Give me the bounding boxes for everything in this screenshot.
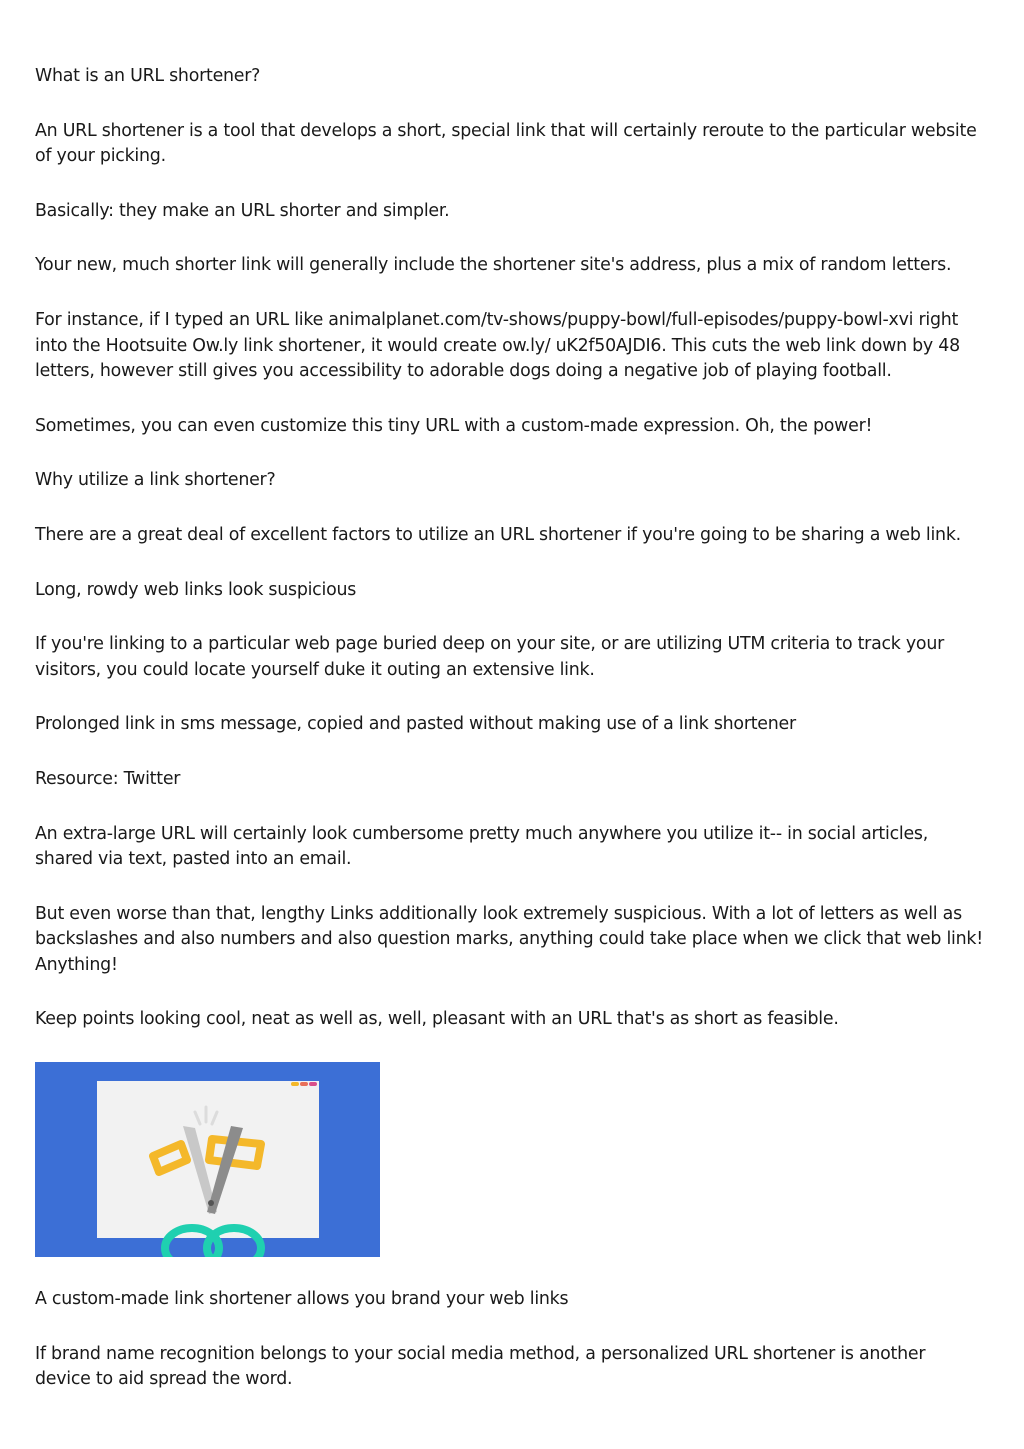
paragraph-cumbersome: An extra-large URL will certainly look cumbersome pretty much anywhere you utilize it-- in social articles, shared via text, pasted into an email. bbox=[35, 823, 929, 870]
article-body bbox=[35, 64, 985, 1422]
paragraph-even-worse: But even worse than that, lengthy Links additionally look extremely suspicious. With a lot of letters as well as backslashes and also numbers and also question marks, anything could take place when we click that web link! Anything! bbox=[35, 903, 983, 975]
window-dot-orange bbox=[300, 1082, 308, 1086]
paragraph-basically: Basically: they make an URL shorter and simpler. bbox=[35, 200, 450, 221]
paragraph-suspicious-heading: Long, rowdy web links look suspicious bbox=[35, 579, 357, 600]
paragraph-keep-points: Keep points looking cool, neat as well as, well, pleasant with an URL that's as short as feasible. bbox=[35, 1009, 839, 1030]
scissors-pivot bbox=[208, 1200, 214, 1206]
paragraph-example: For instance, if I typed an URL like animalplanet.com/tv-shows/puppy-bowl/full-episodes/puppy-bowl-xvi right into the Hootsuite Ow.ly link shortener, it would create ow.ly/ uK2f50AJDI6. This cuts the web link down by 48 letters, however still gives you accessibility to adorable dogs doing a negative job of playing football. bbox=[35, 309, 960, 382]
paragraph-factors: There are a great deal of excellent factors to utilize an URL shortener if you're going to be sharing a web link. bbox=[35, 524, 961, 545]
paragraph-custom-shortener: A custom-made link shortener allows you brand your web links bbox=[35, 1289, 569, 1310]
paragraph-resource: Resource: Twitter bbox=[35, 768, 181, 789]
scissors-cutting-chain-link-icon bbox=[35, 1062, 380, 1257]
paragraph-why-utilize: Why utilize a link shortener? bbox=[35, 470, 276, 491]
paragraph-brand-recognition: If brand name recognition belongs to your social media method, a personalized URL shortener is another device to aid spread the word. bbox=[35, 1343, 926, 1390]
window-dot-pink bbox=[309, 1082, 317, 1086]
paragraph-customize: Sometimes, you can even customize this tiny URL with a custom-made expression. Oh, the power! bbox=[35, 415, 873, 436]
paragraph-what-is-url-shortener: What is an URL shortener? bbox=[35, 66, 261, 86]
paragraph-new-link: Your new, much shorter link will generally include the shortener site's address, plus a mix of random letters. bbox=[35, 255, 952, 276]
paragraph-deep-page: If you're linking to a particular web page buried deep on your site, or are utilizing UTM criteria to track your visitors, you could locate yourself duke it outing an extensive link. bbox=[35, 634, 944, 680]
illustration-svg bbox=[35, 1062, 380, 1257]
window-dots bbox=[291, 1082, 317, 1086]
window-dot-yellow bbox=[291, 1082, 299, 1086]
paragraph-definition: An URL shortener is a tool that develops a short, special link that will certainly reroute to the particular website of your picking. bbox=[35, 120, 977, 167]
paragraph-prolonged-link: Prolonged link in sms message, copied and pasted without making use of a link shortener bbox=[35, 714, 796, 735]
